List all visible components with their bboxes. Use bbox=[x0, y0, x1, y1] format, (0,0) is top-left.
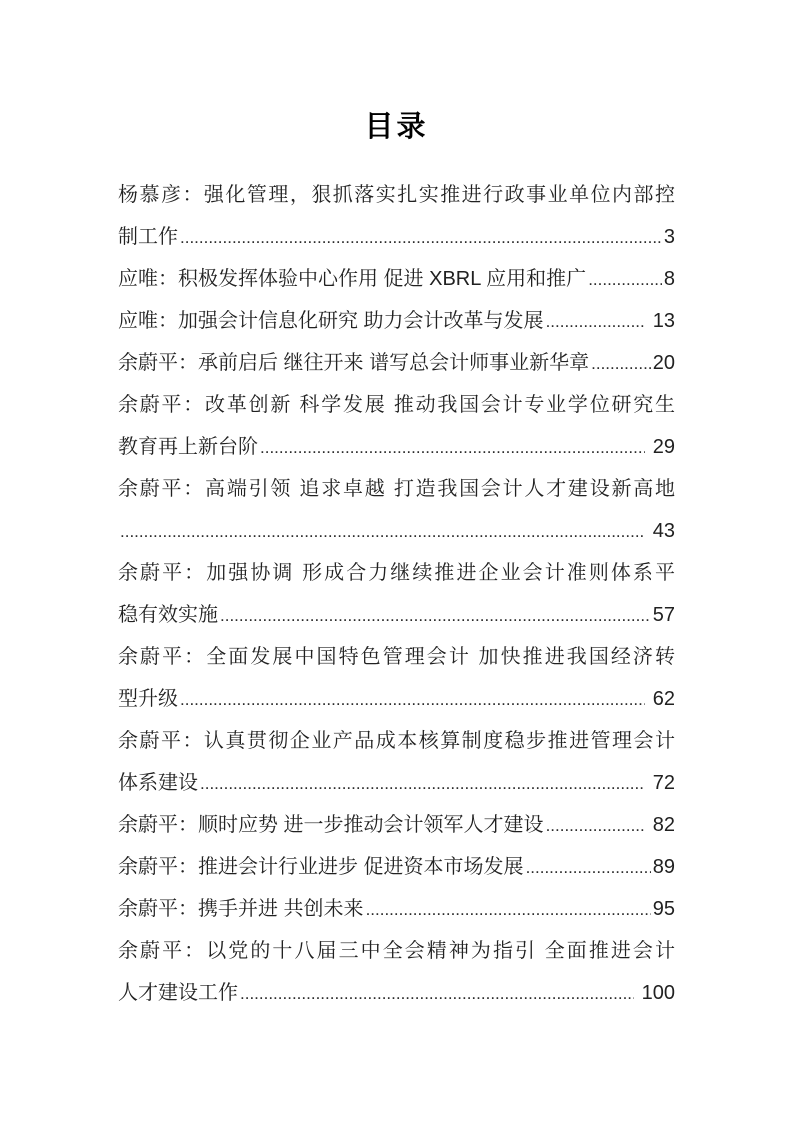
toc-entry-7-line[interactable]: 余蔚平：加强协调 形成合力继续推进企业会计准则体系平 bbox=[118, 562, 675, 584]
dot-leader bbox=[180, 679, 645, 721]
toc-entry-8-line[interactable]: 余蔚平：全面发展中国特色管理会计 加快推进我国经济转 bbox=[118, 646, 675, 668]
toc-entry-11-lastline[interactable] bbox=[118, 846, 675, 888]
toc-entry-12-lastline[interactable] bbox=[118, 888, 675, 930]
dot-leader bbox=[546, 805, 646, 847]
toc-entry-3-lastline[interactable] bbox=[118, 300, 675, 342]
page-number: 100 bbox=[636, 982, 675, 1004]
dot-leader bbox=[526, 847, 651, 889]
toc-entry-text: 制工作 bbox=[118, 226, 178, 248]
toc-entry-text: 余蔚平：顺时应势 进一步推动会计领军人才建设 bbox=[118, 814, 544, 836]
page-number: 62 bbox=[647, 688, 675, 710]
toc-entry-6-line[interactable]: 余蔚平：高端引领 追求卓越 打造我国会计人才建设新高地 bbox=[118, 478, 675, 500]
toc-entry-13-lastline[interactable] bbox=[118, 972, 675, 1014]
page-number: 82 bbox=[647, 814, 675, 836]
toc-entry-text: 应唯：加强会计信息化研究 助力会计改革与发展 bbox=[118, 310, 544, 332]
dot-leader bbox=[366, 889, 651, 931]
page-number: 89 bbox=[652, 856, 675, 878]
dot-leader bbox=[200, 763, 645, 805]
toc-entry-1-lastline[interactable] bbox=[118, 216, 675, 258]
page-number: 20 bbox=[652, 352, 675, 374]
toc-entry-4-lastline[interactable] bbox=[118, 342, 675, 384]
toc-entry-text: 余蔚平：携手并进 共创未来 bbox=[118, 898, 364, 920]
toc-entry-1-line[interactable]: 杨慕彦：强化管理，狠抓落实扎实推进行政事业单位内部控 bbox=[118, 184, 675, 206]
dot-leader bbox=[546, 301, 646, 343]
toc-entry-13-line[interactable]: 余蔚平：以党的十八届三中全会精神为指引 全面推进会计 bbox=[118, 940, 675, 962]
toc-entry-7-lastline[interactable] bbox=[118, 594, 675, 636]
dot-leader bbox=[120, 511, 645, 553]
toc-entry-text: 人才建设工作 bbox=[118, 982, 238, 1004]
page-number: 13 bbox=[647, 310, 675, 332]
dot-leader bbox=[588, 259, 662, 301]
toc-entry-5-line[interactable]: 余蔚平：改革创新 科学发展 推动我国会计专业学位研究生 bbox=[118, 394, 675, 416]
page-number: 43 bbox=[647, 520, 675, 542]
page-number: 57 bbox=[652, 604, 675, 626]
toc-title: 目录 bbox=[364, 111, 429, 143]
page-number: 29 bbox=[647, 436, 675, 458]
toc-list bbox=[118, 174, 675, 1014]
toc-entry-text: 余蔚平：推进会计行业进步 促进资本市场发展 bbox=[118, 856, 524, 878]
dot-leader bbox=[260, 427, 645, 469]
toc-entry-2-lastline[interactable] bbox=[118, 258, 675, 300]
dot-leader bbox=[180, 217, 662, 259]
toc-entry-text: 体系建设 bbox=[118, 772, 198, 794]
toc-entry-text: 教育再上新台阶 bbox=[118, 436, 258, 458]
toc-entry-text: 应唯：积极发挥体验中心作用 促进 XBRL 应用和推广 bbox=[118, 268, 587, 290]
toc-entry-text: 稳有效实施 bbox=[118, 604, 218, 626]
page-number: 8 bbox=[663, 268, 675, 290]
dot-leader bbox=[220, 595, 651, 637]
toc-entry-8-lastline[interactable] bbox=[118, 678, 675, 720]
toc-entry-5-lastline[interactable] bbox=[118, 426, 675, 468]
page-number: 72 bbox=[647, 772, 675, 794]
dot-leader bbox=[591, 343, 651, 385]
toc-entry-text: 余蔚平：承前启后 继往开来 谱写总会计师事业新华章 bbox=[118, 352, 590, 374]
page-number: 95 bbox=[652, 898, 675, 920]
toc-entry-text: 型升级 bbox=[118, 688, 178, 710]
toc-entry-9-lastline[interactable] bbox=[118, 762, 675, 804]
toc-entry-10-lastline[interactable] bbox=[118, 804, 675, 846]
toc-entry-6-lastline[interactable] bbox=[118, 510, 675, 552]
dot-leader bbox=[240, 973, 634, 1015]
page-number: 3 bbox=[663, 226, 675, 248]
toc-entry-9-line[interactable]: 余蔚平：认真贯彻企业产品成本核算制度稳步推进管理会计 bbox=[118, 730, 675, 752]
